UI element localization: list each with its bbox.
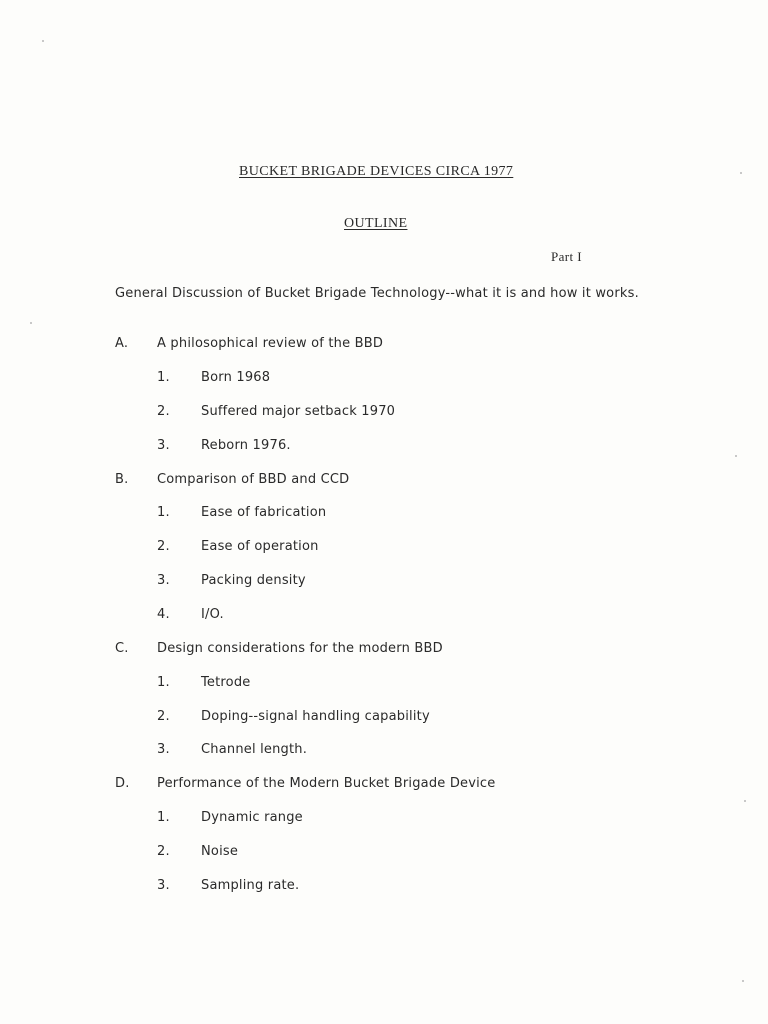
section-d-item-1-number: 1.	[157, 810, 170, 825]
document-subtitle: OUTLINE	[344, 216, 408, 231]
section-c-heading: Design considerations for the modern BBD	[157, 641, 443, 656]
document-title: BUCKET BRIGADE DEVICES CIRCA 1977	[239, 164, 514, 179]
intro-paragraph: General Discussion of Bucket Brigade Technology--what it is and how it works.	[115, 286, 639, 301]
section-b-item-4-text: I/O.	[201, 607, 224, 622]
scan-speck	[744, 800, 746, 802]
section-b-item-2-text: Ease of operation	[201, 539, 319, 554]
section-d-item-1-text: Dynamic range	[201, 810, 303, 825]
section-b-heading: Comparison of BBD and CCD	[157, 472, 350, 487]
section-c-item-3-number: 3.	[157, 742, 170, 757]
section-c-letter: C.	[115, 641, 129, 656]
section-c-item-3-text: Channel length.	[201, 742, 308, 757]
section-c-item-1-number: 1.	[157, 675, 170, 690]
section-d-item-3-text: Sampling rate.	[201, 878, 300, 893]
section-b-item-3-text: Packing density	[201, 573, 306, 588]
section-a-item-1-number: 1.	[157, 370, 170, 385]
scan-speck	[42, 40, 44, 42]
section-c-item-2-number: 2.	[157, 709, 170, 724]
section-c-item-1-text: Tetrode	[201, 675, 251, 690]
section-b-item-4-number: 4.	[157, 607, 170, 622]
section-b-item-1-text: Ease of fabrication	[201, 505, 327, 520]
section-b-letter: B.	[115, 472, 129, 487]
section-d-heading: Performance of the Modern Bucket Brigade Device	[157, 776, 496, 791]
section-a-item-1-text: Born 1968	[201, 370, 271, 385]
section-d-item-2-text: Noise	[201, 844, 239, 859]
section-b-item-1-number: 1.	[157, 505, 170, 520]
part-label: Part I	[551, 249, 582, 264]
section-a-item-3-number: 3.	[157, 438, 170, 453]
section-a-item-3-text: Reborn 1976.	[201, 438, 291, 453]
scan-speck	[30, 322, 32, 324]
scan-speck	[742, 980, 744, 982]
section-c-item-2-text: Doping--signal handling capability	[201, 709, 430, 724]
section-a-heading: A philosophical review of the BBD	[157, 336, 384, 351]
section-a-item-2-number: 2.	[157, 404, 170, 419]
section-d-item-3-number: 3.	[157, 878, 170, 893]
scan-speck	[740, 172, 742, 174]
section-a-item-2-text: Suffered major setback 1970	[201, 404, 396, 419]
section-b-item-2-number: 2.	[157, 539, 170, 554]
section-d-item-2-number: 2.	[157, 844, 170, 859]
scan-speck	[735, 455, 737, 457]
section-a-letter: A.	[115, 336, 129, 351]
section-b-item-3-number: 3.	[157, 573, 170, 588]
section-d-letter: D.	[115, 776, 130, 791]
